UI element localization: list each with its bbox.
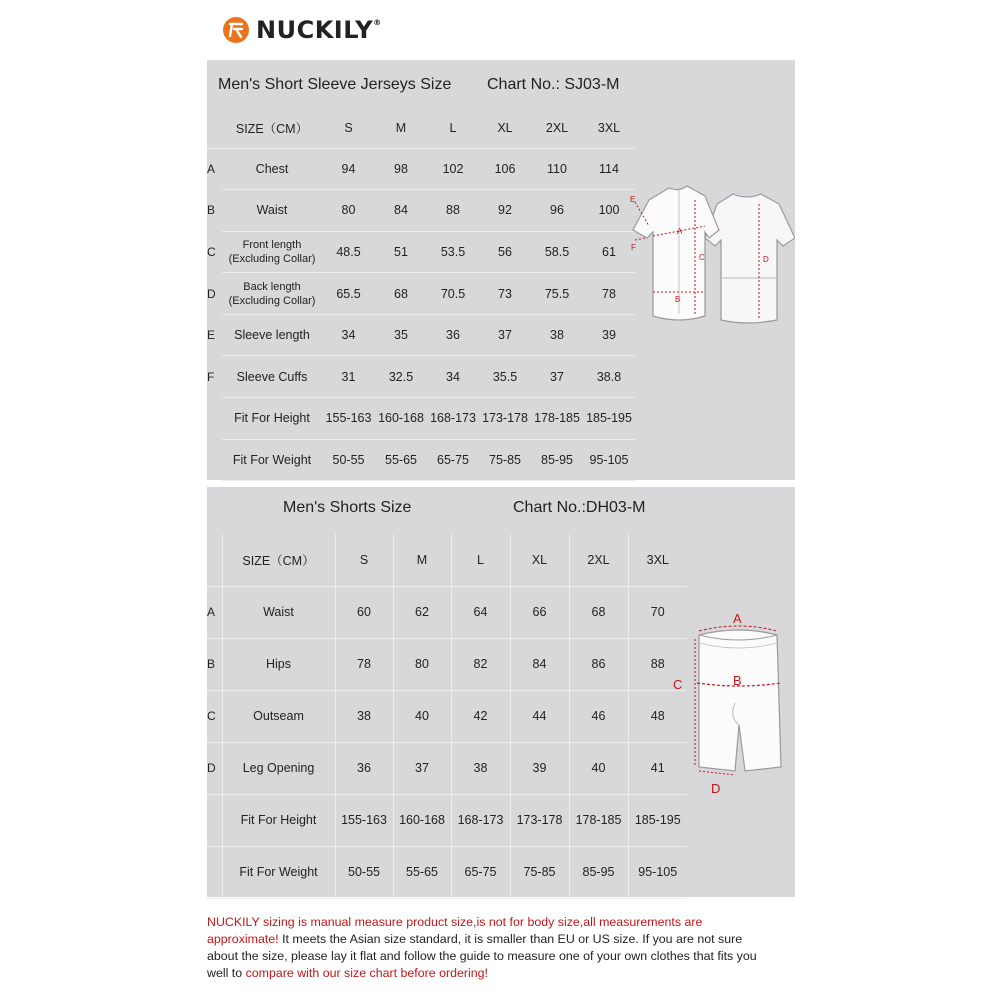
shorts-header-row	[207, 534, 687, 586]
size-value: 36	[427, 314, 479, 356]
size-value: 42	[451, 690, 510, 742]
table-row	[207, 846, 687, 898]
table-row	[207, 439, 635, 481]
shorts-label-b: B	[733, 673, 742, 688]
jersey-label-f: F	[631, 243, 636, 252]
size-value: 178-185	[531, 398, 583, 440]
size-value: 95-105	[583, 439, 635, 481]
size-value: 34	[427, 356, 479, 398]
row-label: Sleeve Cuffs	[222, 356, 322, 398]
sizing-note-warning: NUCKILY sizing is manual measure product size,is not for body size,all measurements are approximate!	[207, 915, 703, 946]
size-value: 82	[451, 638, 510, 690]
row-label: Waist	[222, 190, 322, 232]
row-letter	[207, 439, 222, 481]
size-value: 36	[335, 742, 393, 794]
size-value: 48.5	[322, 231, 375, 273]
size-value: 110	[531, 148, 583, 190]
size-value: 65.5	[322, 273, 375, 315]
row-label: Chest	[222, 148, 322, 190]
size-value: 39	[583, 314, 635, 356]
size-value: 178-185	[569, 794, 628, 846]
row-letter: D	[207, 742, 222, 794]
row-label: Sleeve length	[222, 314, 322, 356]
table-row	[207, 794, 687, 846]
row-label: Fit For Height	[222, 398, 322, 440]
jersey-size-panel	[207, 60, 795, 480]
row-letter: C	[207, 690, 222, 742]
size-value: 51	[375, 231, 427, 273]
size-value: 68	[569, 586, 628, 638]
size-value: 98	[375, 148, 427, 190]
table-row	[207, 314, 635, 356]
size-value: 155-163	[335, 794, 393, 846]
size-value: 78	[583, 273, 635, 315]
size-value: 62	[393, 586, 451, 638]
size-header-3xl: 3XL	[583, 108, 635, 148]
table-row	[207, 190, 635, 232]
size-value: 60	[335, 586, 393, 638]
size-value: 50-55	[322, 439, 375, 481]
size-value: 61	[583, 231, 635, 273]
size-header-2xl: 2XL	[531, 108, 583, 148]
size-value: 84	[375, 190, 427, 232]
table-row	[207, 148, 635, 190]
size-value: 68	[375, 273, 427, 315]
size-value: 84	[510, 638, 569, 690]
table-row	[207, 690, 687, 742]
table-row	[207, 742, 687, 794]
size-value: 37	[393, 742, 451, 794]
size-value: 168-173	[427, 398, 479, 440]
size-value: 106	[479, 148, 531, 190]
row-label: Leg Opening	[222, 742, 335, 794]
row-label: Outseam	[222, 690, 335, 742]
size-value: 65-75	[427, 439, 479, 481]
size-value: 55-65	[375, 439, 427, 481]
jersey-label-d: D	[763, 255, 769, 264]
row-letter: E	[207, 328, 216, 343]
row-label-main: Back length	[243, 280, 301, 293]
row-label: Waist	[222, 586, 335, 638]
size-value: 58.5	[531, 231, 583, 273]
size-value: 173-178	[510, 794, 569, 846]
row-letter	[207, 398, 222, 440]
row-label-sub: (Excluding Collar)	[228, 252, 316, 265]
shorts-diagram	[669, 605, 795, 801]
size-value: 35.5	[479, 356, 531, 398]
size-value: 38	[451, 742, 510, 794]
size-value: 80	[322, 190, 375, 232]
header-spacer	[207, 534, 222, 586]
size-value: 75.5	[531, 273, 583, 315]
jersey-header-row	[207, 108, 635, 148]
size-value: 155-163	[322, 398, 375, 440]
row-letter	[207, 846, 222, 898]
size-header-3xl: 3XL	[628, 534, 687, 586]
sizing-note-compare: compare with our size chart before ordering!	[245, 966, 489, 980]
size-value: 160-168	[375, 398, 427, 440]
size-value: 70	[628, 586, 687, 638]
row-letter: D	[207, 286, 216, 301]
jersey-diagram	[629, 180, 795, 330]
size-value: 32.5	[375, 356, 427, 398]
size-value: 85-95	[569, 846, 628, 898]
size-value: 53.5	[427, 231, 479, 273]
size-value: 73	[479, 273, 531, 315]
sizing-note	[207, 914, 767, 982]
shorts-label-a: A	[733, 611, 742, 626]
size-value: 173-178	[479, 398, 531, 440]
size-value: 168-173	[451, 794, 510, 846]
size-value: 65-75	[451, 846, 510, 898]
table-row	[207, 356, 635, 398]
jersey-label-e: E	[630, 195, 636, 204]
size-value: 46	[569, 690, 628, 742]
size-value: 100	[583, 190, 635, 232]
nuckily-logo-icon	[222, 16, 250, 44]
jersey-label-a: A	[677, 227, 683, 236]
row-label: Hips	[222, 638, 335, 690]
size-value: 39	[510, 742, 569, 794]
size-value: 34	[322, 314, 375, 356]
row-letter: B	[207, 203, 216, 218]
size-value: 37	[479, 314, 531, 356]
size-header-m: M	[393, 534, 451, 586]
size-value: 38	[531, 314, 583, 356]
row-letter: C	[207, 244, 216, 259]
size-value: 78	[335, 638, 393, 690]
shorts-size-panel	[207, 487, 795, 897]
size-value: 75-85	[479, 439, 531, 481]
row-label	[222, 231, 322, 273]
size-value: 55-65	[393, 846, 451, 898]
shorts-label-d: D	[711, 781, 721, 796]
row-label: Fit For Weight	[222, 846, 335, 898]
size-value: 31	[322, 356, 375, 398]
row-letter: F	[207, 369, 215, 384]
size-header-2xl: 2XL	[569, 534, 628, 586]
size-value: 102	[427, 148, 479, 190]
row-letter: A	[207, 586, 222, 638]
size-value: 86	[569, 638, 628, 690]
size-header-l: L	[451, 534, 510, 586]
size-value: 66	[510, 586, 569, 638]
table-row	[207, 273, 635, 315]
row-letter: B	[207, 638, 222, 690]
size-value: 48	[628, 690, 687, 742]
row-letter	[207, 794, 222, 846]
size-value: 75-85	[510, 846, 569, 898]
row-label: Fit For Height	[222, 794, 335, 846]
size-column-header: SIZE（CM）	[222, 108, 322, 148]
size-value: 88	[628, 638, 687, 690]
size-header-xl: XL	[510, 534, 569, 586]
size-header-xl: XL	[479, 108, 531, 148]
jersey-size-table	[207, 108, 635, 481]
size-value: 64	[451, 586, 510, 638]
size-value: 92	[479, 190, 531, 232]
brand-logo	[222, 14, 382, 46]
size-value: 80	[393, 638, 451, 690]
size-value: 85-95	[531, 439, 583, 481]
size-value: 38.8	[583, 356, 635, 398]
size-value: 40	[393, 690, 451, 742]
row-label	[222, 273, 322, 315]
size-value: 56	[479, 231, 531, 273]
jersey-label-b: B	[675, 295, 681, 304]
size-value: 95-105	[628, 846, 687, 898]
size-value: 70.5	[427, 273, 479, 315]
size-value: 41	[628, 742, 687, 794]
header-spacer	[207, 108, 222, 148]
shorts-size-table	[207, 534, 687, 899]
size-value: 35	[375, 314, 427, 356]
size-value: 94	[322, 148, 375, 190]
shorts-chart-number: Chart No.:DH03-M	[513, 499, 646, 516]
size-value: 114	[583, 148, 635, 190]
size-value: 50-55	[335, 846, 393, 898]
sizing-note-body: It meets the Asian size standard, it is smaller than EU or US size. If you are not sure about the size, please lay it flat and follow the guide to measure one of your own clothes that fits you well to	[207, 932, 757, 980]
row-label: Fit For Weight	[222, 439, 322, 481]
table-row	[207, 638, 687, 690]
jersey-title: Men's Short Sleeve Jerseys Size	[218, 76, 452, 93]
size-value: 38	[335, 690, 393, 742]
size-header-l: L	[427, 108, 479, 148]
table-row	[207, 398, 635, 440]
table-row	[207, 586, 687, 638]
size-value: 44	[510, 690, 569, 742]
size-value: 160-168	[393, 794, 451, 846]
size-value: 40	[569, 742, 628, 794]
shorts-label-c: C	[673, 677, 683, 692]
brand-name: NUCKILY®	[256, 16, 382, 44]
table-row	[207, 231, 635, 273]
row-letter: A	[207, 162, 216, 177]
size-header-s: S	[335, 534, 393, 586]
jersey-label-c: C	[699, 253, 705, 262]
size-column-header: SIZE（CM）	[222, 534, 335, 586]
shorts-title: Men's Shorts Size	[283, 499, 412, 516]
size-value: 96	[531, 190, 583, 232]
row-label-main: Front length	[242, 238, 302, 251]
row-label-sub: (Excluding Collar)	[228, 294, 316, 307]
jersey-chart-number: Chart No.: SJ03-M	[487, 76, 620, 93]
size-value: 185-195	[628, 794, 687, 846]
size-value: 185-195	[583, 398, 635, 440]
size-header-s: S	[322, 108, 375, 148]
size-header-m: M	[375, 108, 427, 148]
size-value: 88	[427, 190, 479, 232]
size-value: 37	[531, 356, 583, 398]
